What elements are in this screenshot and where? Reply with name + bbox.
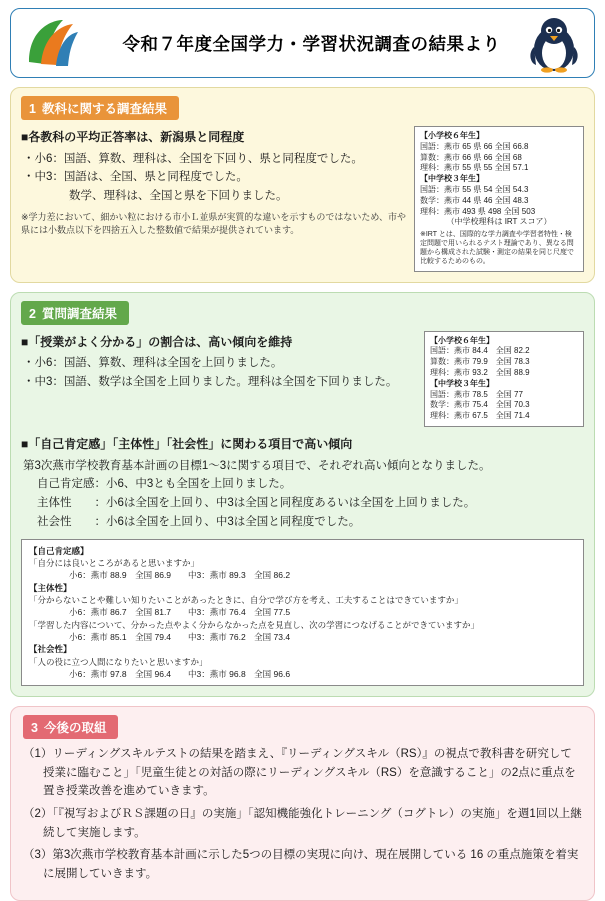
section2-bullet-2: ・中3：国語、数学は全国を上回りました。理科は全国を下回りました。	[23, 375, 398, 388]
databox2-group1-row-3: 理科：燕市 93.2 全国 88.9	[430, 367, 530, 377]
section1-title: 教科に関する調査結果	[41, 102, 167, 116]
section2-number: 2	[29, 306, 36, 321]
section3-title: 今後の取組	[43, 721, 107, 736]
penguin-mascot-icon	[526, 15, 582, 73]
page-title: 令和７年度全国学力・学習状況調査の結果より	[122, 33, 501, 54]
qitem-2-values: 小6：燕市 86.7 全国 81.7 中3：燕市 76.4 全国 77.5	[69, 607, 291, 618]
qitem-2-question: 「分からないことや難しい知りたいことがあったときに、自分で学び方を考え、工夫することはできていますか」	[29, 595, 463, 606]
section2-question-detail-box	[21, 539, 584, 686]
qitem-3-question: 「学習した内容について、分かった点やよく分からなかった点を見直し、次の学習につなげることができていますか」	[29, 619, 479, 630]
section-future-actions	[10, 706, 595, 900]
qitem-3-values: 小6：燕市 85.1 全国 79.4 中3：燕市 76.2 全国 73.4	[69, 631, 291, 642]
databox2-group2-row-1: 国語：燕市 78.5 全国 77	[430, 389, 523, 399]
section2-row-3: 社会性 ：小6は全国を上回り、中3は全国と同程度でした。	[37, 515, 361, 528]
qitem-1-values: 小6：燕市 88.9 全国 86.9 中3：燕市 89.3 全国 86.2	[69, 570, 291, 581]
section2-databox-wrap	[424, 331, 584, 427]
databox2-group2-row-3: 理科：燕市 67.5 全国 71.4	[430, 411, 530, 421]
databox1-group1-label: 【小学校６年生】	[420, 131, 484, 140]
qitem-4-question: 「人の役に立つ人間になりたいと思いますか」	[29, 656, 208, 667]
databox1-group2-row-3: 理科：燕市 493 県 498 全国 503	[420, 206, 536, 216]
section1-bullet-2: ・中3：国語は、全国、県と同程度でした。	[23, 171, 248, 184]
section2-lead-2: ■「自己肯定感」「主体性」「社会性」に関わる項目で高い傾向	[21, 436, 353, 451]
section1-body	[21, 126, 406, 272]
databox1-group2-label: 【中学校３年生】	[420, 174, 484, 184]
section-questionnaire-results	[10, 292, 595, 698]
databox1-group1-row-1: 国語：燕市 65 県 66 全国 66.8	[420, 141, 529, 151]
section2-row-2: 主体性 ：小6は全国を上回り、中3は全国と同程度あるいは全国を上回りました。	[37, 497, 476, 510]
databox1-group2-row-2: 数学：燕市 44 県 46 全国 48.3	[420, 195, 529, 205]
section2-para-2: 第3次燕市学校教育基本計画の目標1～3に関する項目で、それぞれ高い傾向となりました。	[23, 459, 491, 472]
qitem-2-category: 【主体性】	[29, 582, 72, 593]
section-subject-results	[10, 87, 595, 283]
section3-number: 3	[31, 721, 38, 736]
databox2-group1-row-2: 算数：燕市 79.9 全国 78.3	[430, 357, 530, 367]
section2-bullet-1: ・小6：国語、算数、理科は全国を上回りました。	[23, 357, 283, 370]
section3-item-3: （3）第3次燕市学校教育基本計画に示した5つの目標の実現に向け、現在展開している 16 の重点施策を着実に展開していきます。	[23, 849, 579, 880]
section1-number: 1	[29, 102, 36, 116]
section1-lead: ■各教科の平均正答率は、新潟県と同程度	[21, 130, 245, 144]
databox2-group2-label: 【中学校３年生】	[430, 378, 494, 388]
section1-heading	[21, 96, 179, 120]
section1-databox-wrap	[414, 126, 584, 272]
swirl-logo-icon	[23, 16, 81, 70]
databox1-group2-sub: （中学校理科は IRT スコア）	[446, 217, 552, 227]
qitem-1-question: 「自分には良いところがあると思いますか」	[29, 558, 200, 569]
section2-heading	[21, 301, 129, 325]
databox2-group1-row-1: 国語：燕市 84.4 全国 82.2	[430, 346, 530, 356]
section1-note: ※学力差において、細かい粒における市小Ｌ並県が実質的な違いを示すものではないため、市や県には小数点以下を四捨五入した整数値で結果が提供されています。	[21, 212, 407, 236]
section2-title: 質問調査結果	[41, 306, 117, 321]
databox1-group2-row-1: 国語：燕市 55 県 54 全国 54.3	[420, 184, 529, 194]
document-header	[10, 8, 595, 78]
databox2-group2-row-2: 数学：燕市 75.4 全国 70.3	[430, 400, 530, 410]
qitem-4-category: 【社会性】	[29, 644, 72, 655]
databox1-footnote: ※IRT とは、国際的な学力調査や学習者特性・検定問題で用いられるテスト理論であり、異なる問題から構成された試験・測定の結果を同じ尺度で比較するためのもの。	[420, 231, 574, 266]
qitem-4-values: 小6：燕市 97.8 全国 96.4 中3：燕市 96.8 全国 96.6	[69, 668, 291, 679]
qitem-1-category: 【自己肯定感】	[29, 545, 89, 556]
section2-body-bottom	[21, 435, 584, 532]
section3-item-2: （2）「『視写およびＲＳ課題の日』の実施」「認知機能強化トレーニング（コグトレ）の実施」を週1回以上継続して実施します。	[23, 808, 582, 839]
section2-row-1: 自己肯定感：小6、中3とも全国を上回りました。	[37, 478, 292, 491]
databox1-group1-row-3: 理科：燕市 55 県 55 全国 57.1	[420, 163, 529, 173]
section2-lead-1: ■「授業がよく分かる」の割合は、高い傾向を維持	[21, 334, 293, 349]
section1-databox	[414, 126, 584, 272]
section1-bullet-3: 数学、理科は、全国と県を下回りました。	[23, 190, 288, 203]
section1-bullet-1: ・小6：国語、算数、理科は、全国を下回り、県と同程度でした。	[23, 152, 363, 165]
section3-item-1: （1）リーディングスキルテストの結果を踏まえ、『リーディングスキル（RS）』の視点で教科書を研究して授業に臨むこと」「児童生徒との対話の際にリーディングスキル（RS）を意識すること」の2点に重点を置き授業改善を進めていきます。	[23, 748, 576, 798]
databox2-group1-label: 【小学校６年生】	[430, 335, 494, 345]
databox1-group1-row-2: 算数：燕市 66 県 66 全国 68	[420, 152, 522, 162]
section2-body-top	[21, 331, 416, 427]
section2-databox	[424, 331, 584, 427]
section3-heading	[23, 715, 118, 739]
